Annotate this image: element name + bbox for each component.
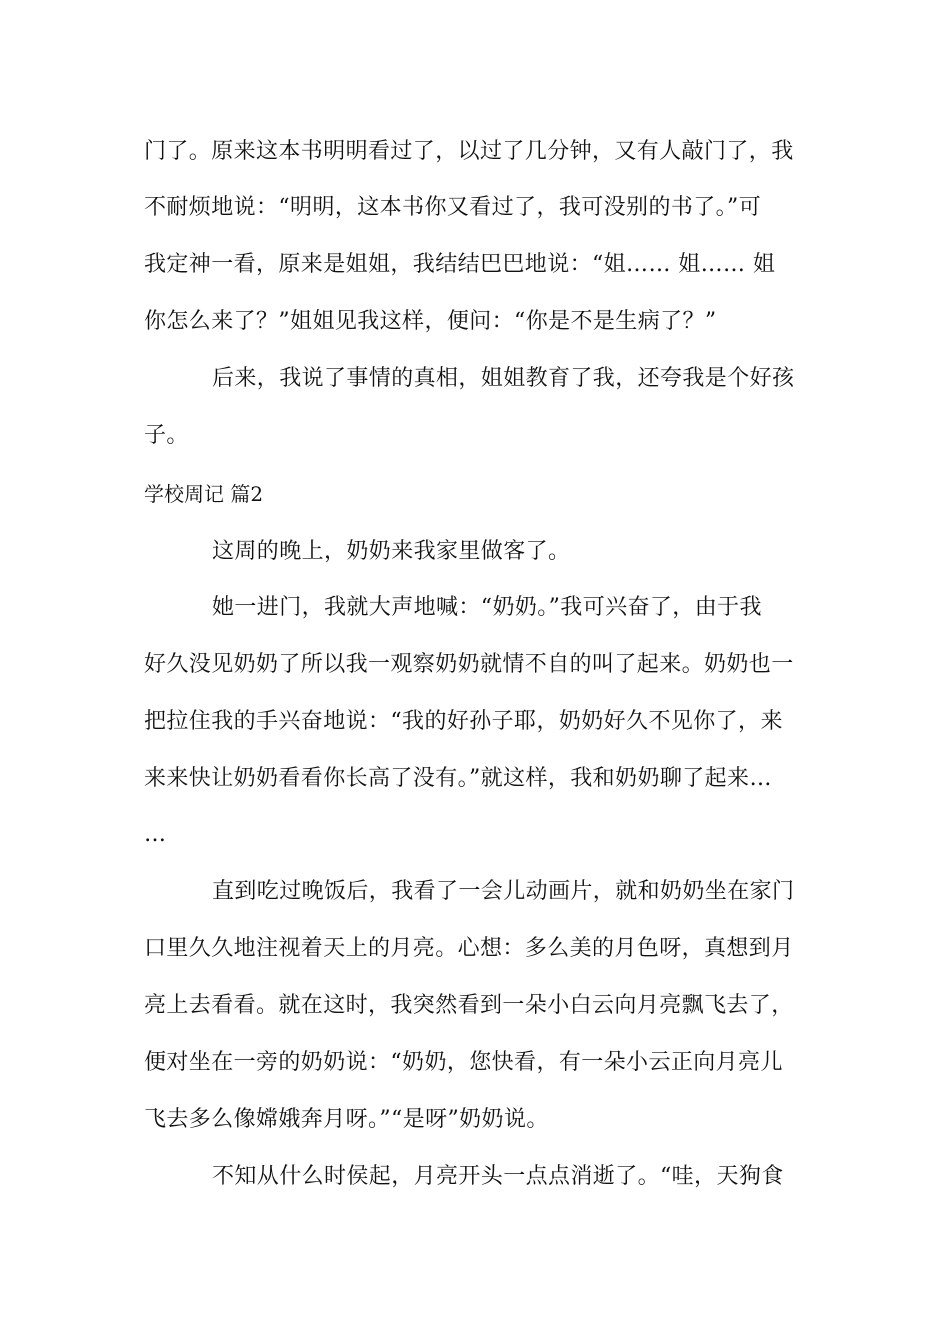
paragraph-line: 她一进门，我就大声地喊：“奶奶。”我可兴奋了，由于我	[212, 595, 762, 620]
paragraph-line: 来来快让奶奶看看你长高了没有。”就这样，我和奶奶聊了起来…	[144, 766, 772, 791]
paragraph-line: 便对坐在一旁的奶奶说：“奶奶，您快看，有一朵小云正向月亮儿	[144, 1050, 783, 1075]
paragraph-line: 亮上去看看。就在这时，我突然看到一朵小白云向月亮飘飞去了，	[144, 993, 794, 1018]
paragraph-line: 不知从什么时侯起，月亮开头一点点消逝了。“哇，天狗食	[212, 1164, 784, 1189]
paragraph-line: 门了。原来这本书明明看过了，以过了几分钟，又有人敲门了，我	[144, 139, 794, 164]
paragraph-line: 这周的晚上，奶奶来我家里做客了。	[212, 539, 571, 564]
paragraph-line: 直到吃过晚饭后，我看了一会儿动画片，就和奶奶坐在家门	[212, 879, 795, 904]
paragraph-line: 子。	[144, 423, 189, 448]
section-heading: 学校周记 篇2	[144, 482, 264, 506]
paragraph-line: 飞去多么像嫦娥奔月呀。”“是呀”奶奶说。	[144, 1107, 549, 1132]
paragraph-line: 把拉住我的手兴奋地说：“我的好孙子耶，奶奶好久不见你了，来	[144, 709, 783, 734]
paragraph-line: 后来，我说了事情的真相，姐姐教育了我，还夸我是个好孩	[212, 366, 795, 391]
paragraph-line: …	[144, 822, 167, 847]
paragraph-line: 你怎么来了？”姐姐见我这样，便问：“你是不是生病了？”	[144, 309, 717, 334]
paragraph-line: 不耐烦地说：“明明，这本书你又看过了，我可没别的书了。”可	[144, 195, 762, 220]
paragraph-line: 我定神一看，原来是姐姐，我结结巴巴地说：“姐…… 姐…… 姐	[144, 252, 776, 277]
paragraph-line: 口里久久地注视着天上的月亮。心想：多么美的月色呀，真想到月	[144, 936, 794, 961]
paragraph-line: 好久没见奶奶了所以我一观察奶奶就情不自的叫了起来。奶奶也一	[144, 652, 794, 677]
